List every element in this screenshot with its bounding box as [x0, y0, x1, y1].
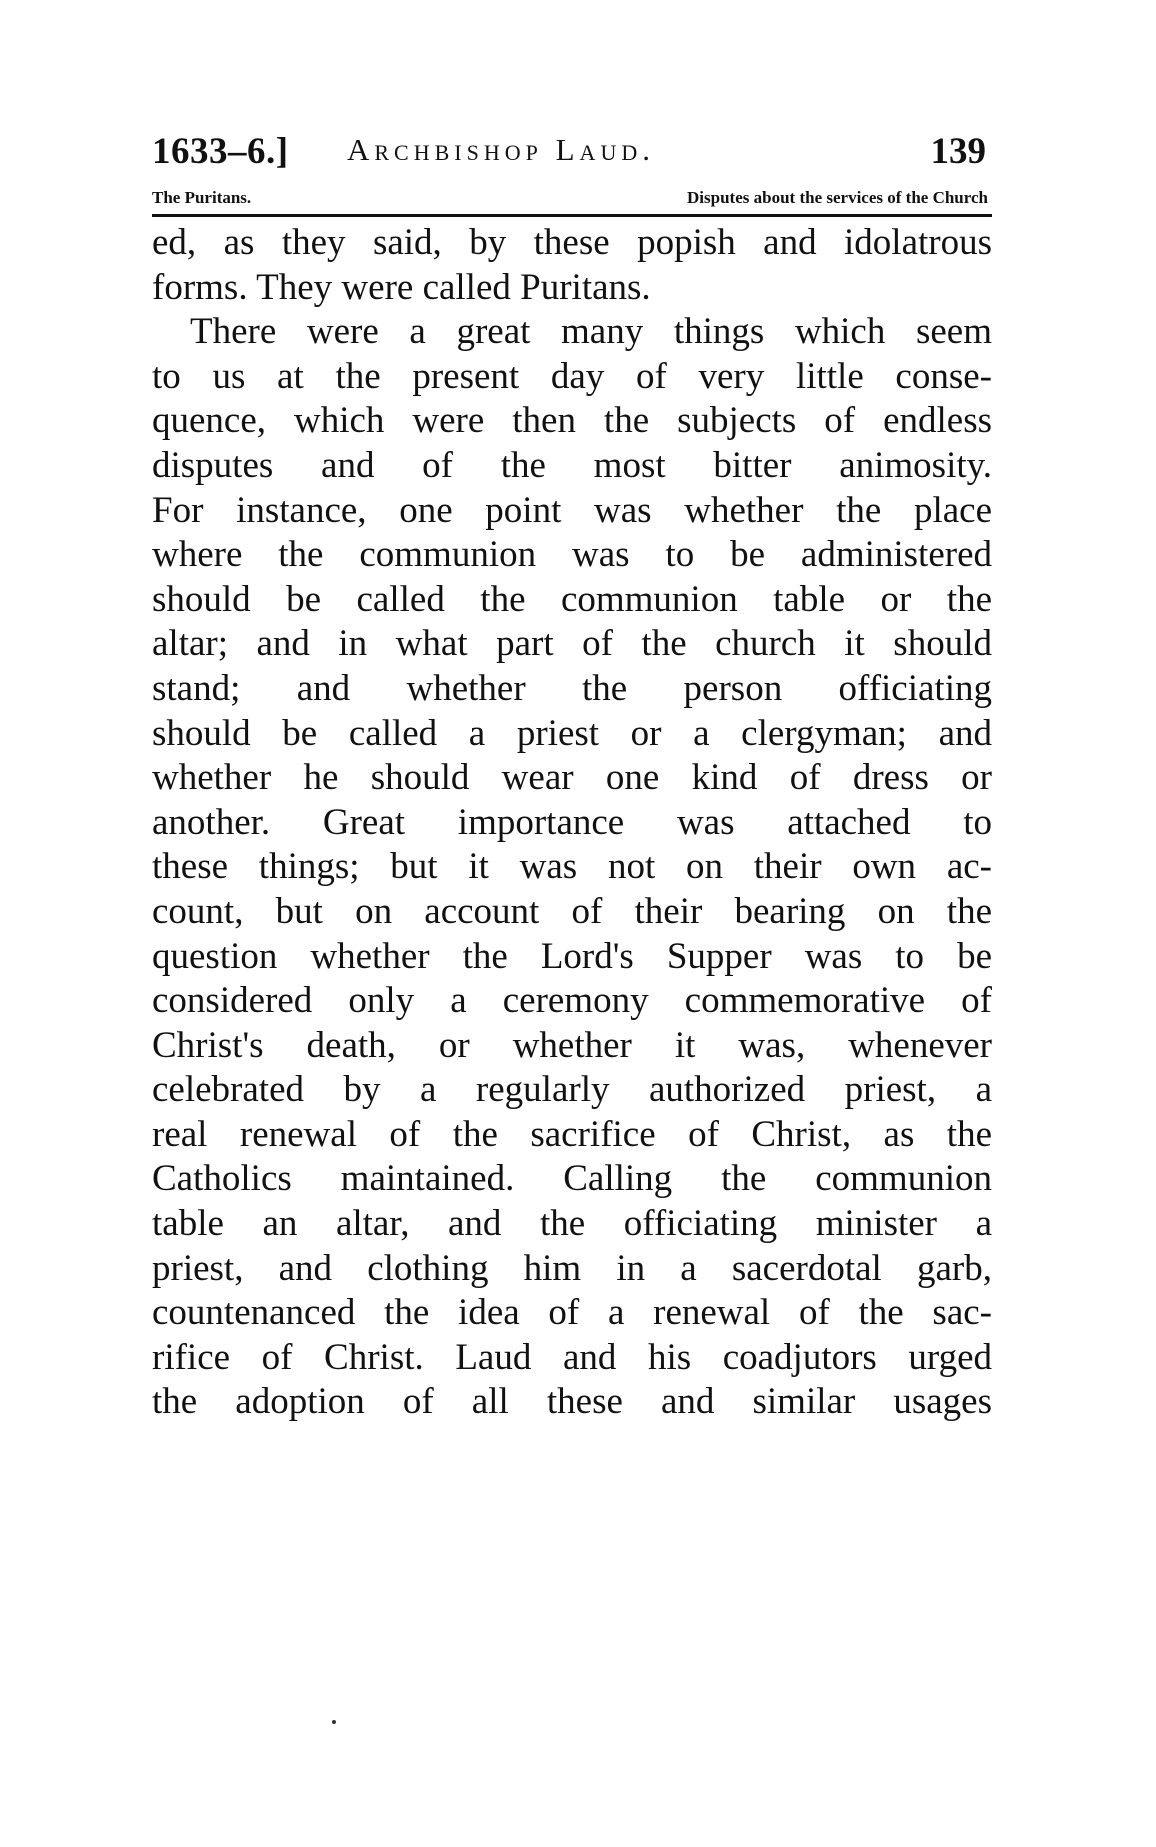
- text-line: ed, as they said, by these popish and idolatrous: [152, 222, 992, 263]
- header-title: Archbishop Laud.: [347, 132, 655, 167]
- subheader-right: Disputes about the services of the Church: [687, 188, 988, 207]
- header-rule: [152, 214, 992, 217]
- page-number: 139: [930, 131, 986, 172]
- body-text: [152, 221, 992, 1425]
- text-line: whether he should wear one kind of dress or: [152, 757, 992, 799]
- text-line: should be called a priest or a clergyman; and: [152, 712, 992, 754]
- text-line: There were a great many things which seem: [190, 311, 992, 353]
- book-page: [152, 130, 992, 1425]
- running-head: [152, 130, 992, 188]
- text-line: For instance, one point was whether the place: [152, 489, 992, 531]
- text-line: rifice of Christ. Laud and his coadjutors urged: [152, 1336, 992, 1378]
- text-line: altar; and in what part of the church it should: [152, 623, 992, 665]
- text-line: count, but on account of their bearing on the: [152, 890, 992, 932]
- text-line: to us at the present day of very little conse-: [152, 355, 992, 397]
- text-line: countenanced the idea of a renewal of the sac-: [152, 1292, 992, 1334]
- text-line: stand; and whether the person officiating: [152, 667, 992, 709]
- header-years: 1633–6.]: [152, 131, 289, 172]
- text-line: Catholics maintained. Calling the communion: [152, 1158, 992, 1200]
- text-line: table an altar, and the officiating minister a: [152, 1203, 992, 1245]
- text-line: forms. They were called Puritans.: [152, 266, 651, 308]
- text-line: another. Great importance was attached to: [152, 801, 992, 843]
- text-line: quence, which were then the subjects of endless: [152, 400, 992, 442]
- subheader-left: The Puritans.: [152, 188, 252, 207]
- print-speck: [332, 1720, 336, 1724]
- text-line: priest, and clothing him in a sacerdotal garb,: [152, 1247, 992, 1289]
- text-line: should be called the communion table or the: [152, 578, 992, 620]
- text-line: celebrated by a regularly authorized priest, a: [152, 1069, 992, 1111]
- text-line: these things; but it was not on their own ac-: [152, 846, 992, 888]
- text-line: question whether the Lord's Supper was to be: [152, 935, 992, 977]
- text-line: real renewal of the sacrifice of Christ, as the: [152, 1113, 992, 1155]
- text-line: the adoption of all these and similar usages: [152, 1381, 992, 1423]
- text-line: where the communion was to be administered: [152, 534, 992, 576]
- text-line: disputes and of the most bitter animosity.: [152, 444, 992, 486]
- text-line: Christ's death, or whether it was, whenever: [152, 1024, 992, 1066]
- text-line: considered only a ceremony commemorative of: [152, 980, 992, 1022]
- subheader: [152, 188, 992, 212]
